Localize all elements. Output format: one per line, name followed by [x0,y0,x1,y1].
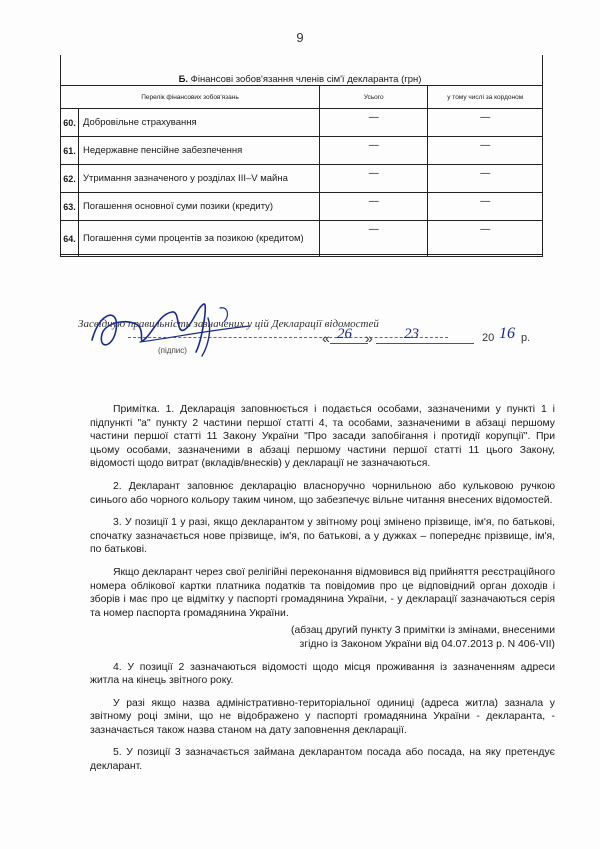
date-year-suffix: 16 [499,325,515,342]
note-paragraph: 5. У позиції 3 зазначається займана декларантом посада або посада, на яку претендує декларант. [90,747,555,773]
table-row [61,109,543,137]
row-label: Утримання зазначеного у розділах III–V майна [78,165,319,193]
row-number: 60. [61,109,79,137]
header-total: Усього [319,86,427,109]
signature-caption: (підпис) [158,346,187,355]
row-total: — [319,221,427,257]
amendment-note [90,624,555,651]
note-paragraph: Якщо декларант через свої релігійні переконання відмовився від прийняття реєстраційного номера облікової картки платника податків та повідомив про це відповідний орган доходів і зборів і має про це відмітку у паспорті громадянина України, - у декларації зазначаються серія та номер паспорта громадянина України. [90,566,555,619]
header-obligations: Перелік фінансових зобов'язань [61,86,320,109]
header-abroad: у тому числі за кордоном [428,86,543,109]
row-number: 62. [61,165,79,193]
note-paragraph: 3. У позиції 1 у разі, якщо декларантом у звітному році змінено прізвище, ім'я, по батькові, спочатку зазначається нове прізвище, ім'я, по батькові, а у дужках – попереднє прізвище, ім'я, по батькові. [90,517,555,556]
row-abroad: — [428,109,543,137]
row-label: Недержавне пенсійне забезпечення [78,137,319,165]
amendment-line-2: згідно із Законом України від 04.07.2013 р. N 406-VII) [299,638,555,650]
note-paragraph: 4. У позиції 2 зазначаються відомості щодо місця проживання із зазначенням адреси житла на кінець звітного року. [90,661,555,687]
date-quote-close: » [365,330,373,346]
row-total: — [319,165,427,193]
page-number: 9 [296,30,304,45]
date-day: 26 [337,326,352,342]
row-label: Погашення суми процентів за позикою (кредитом) [78,221,319,257]
financial-obligations-table [60,85,543,257]
note-paragraph: Примітка. 1. Декларація заповнюється і подається особами, зазначеними у пункті 1 і підпункті "а" пункту 2 частини першої статті 4, та особами, зазначеними в абзаці першому частини першої статті 11 Закону України "Про засади запобігання і протидії корупції". При цьому особами, зазначеними в абзаці першому частини першої статті 11 цього Закону, відомості щодо витрат (вкладів/внесків) у декларації не зазначаються. [90,404,555,470]
row-abroad: — [428,137,543,165]
notes-section [90,403,555,783]
section-title-text: Фінансові зобов'язання членів сім'ї декларанта (грн) [190,74,422,85]
row-abroad: — [428,193,543,221]
section-title [0,74,600,85]
note-paragraph: 2. Декларант заповнює декларацію власноручно чорнильною або кульковою ручкою синього або чорного кольору таким чином, що забезпечує вільне читання внесених відомостей. [90,480,555,506]
date-year-unit: р. [521,332,531,344]
date-day-line [330,343,368,344]
row-number: 61. [61,137,79,165]
amendment-line-1: (абзац другий пункту 3 примітки із змінами, внесеними [291,625,555,637]
date-month: 23 [404,326,419,342]
row-label: Добровільне страхування [78,109,319,137]
section-letter: Б. [178,74,189,85]
table-header-row [61,86,543,109]
row-total: — [319,109,427,137]
row-abroad: — [428,221,543,257]
row-total: — [319,193,427,221]
row-number: 64. [61,221,79,257]
note-paragraph: У разі якщо назва адміністративно-територіальної одиниці (адреса житла) зазнала у звітному році зміни, що не відображено у паспорті громадянина України - декларанта, - зазначається також назва станом на дату заповнення декларації. [90,697,555,736]
date-quote-open: « [322,330,330,346]
date-year-prefix: 20 [482,332,495,344]
row-total: — [319,137,427,165]
row-number: 63. [61,193,79,221]
table-row [61,221,543,257]
date-month-line [376,343,474,344]
table-row [61,137,543,165]
certification-statement: Засвідчую правильність зазначених у цій Декларації відомостей [78,318,379,330]
row-label: Погашення основної суми позики (кредиту) [78,193,319,221]
table-row [61,193,543,221]
table-row [61,165,543,193]
row-abroad: — [428,165,543,193]
